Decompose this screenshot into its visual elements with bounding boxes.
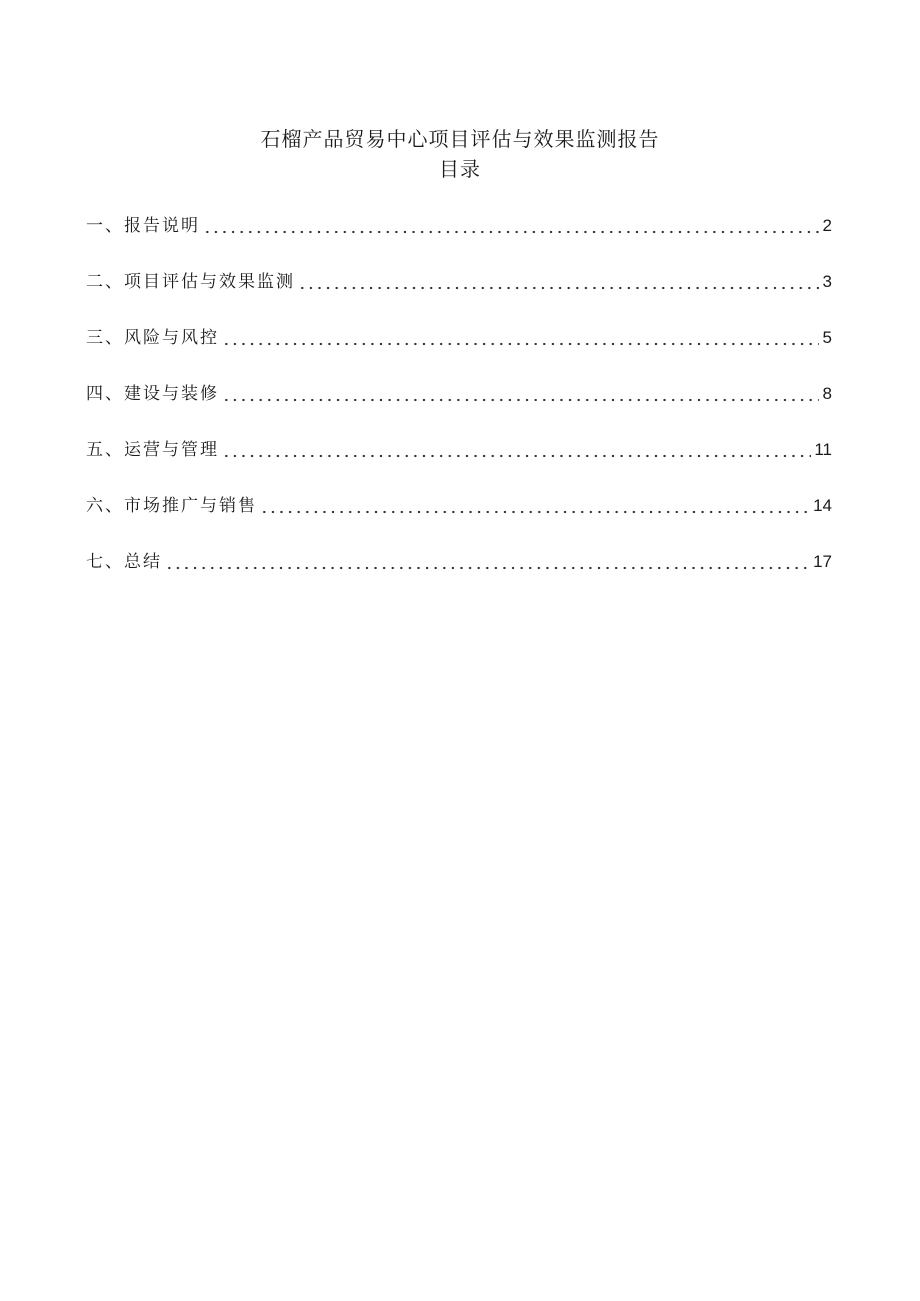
toc-dot-leader (298, 273, 819, 290)
toc-entry-label: 二、项目评估与效果监测 (86, 272, 295, 292)
toc-entry-page-number: 3 (822, 272, 832, 291)
toc-entry-page-number: 11 (814, 440, 832, 459)
toc-dot-leader (165, 553, 810, 570)
table-of-contents (86, 212, 832, 604)
toc-dot-leader (222, 329, 819, 346)
toc-entry-label: 五、运营与管理 (86, 440, 219, 460)
document-title: 石榴产品贸易中心项目评估与效果监测报告 (260, 127, 660, 151)
toc-dot-leader (203, 217, 819, 234)
toc-entry-construction-decoration[interactable] (86, 380, 832, 436)
toc-entry-report-description[interactable] (86, 212, 832, 268)
toc-entry-page-number: 5 (822, 328, 832, 347)
toc-entry-label: 一、报告说明 (86, 216, 200, 236)
toc-entry-summary[interactable] (86, 548, 832, 604)
toc-entry-label: 四、建设与装修 (86, 384, 219, 404)
toc-entry-label: 七、总结 (86, 552, 162, 572)
toc-entry-risk-control[interactable] (86, 324, 832, 380)
toc-entry-marketing-sales[interactable] (86, 492, 832, 548)
toc-entry-project-evaluation[interactable] (86, 268, 832, 324)
toc-entry-page-number: 8 (822, 384, 832, 403)
toc-entry-operation-management[interactable] (86, 436, 832, 492)
toc-entry-page-number: 14 (813, 496, 832, 515)
toc-entry-label: 三、风险与风控 (86, 328, 219, 348)
toc-entry-page-number: 17 (813, 552, 832, 571)
toc-heading: 目录 (439, 157, 481, 181)
toc-entry-page-number: 2 (822, 216, 832, 235)
toc-dot-leader (222, 441, 811, 458)
toc-dot-leader (222, 385, 819, 402)
toc-dot-leader (260, 497, 810, 514)
toc-entry-label: 六、市场推广与销售 (86, 496, 257, 516)
